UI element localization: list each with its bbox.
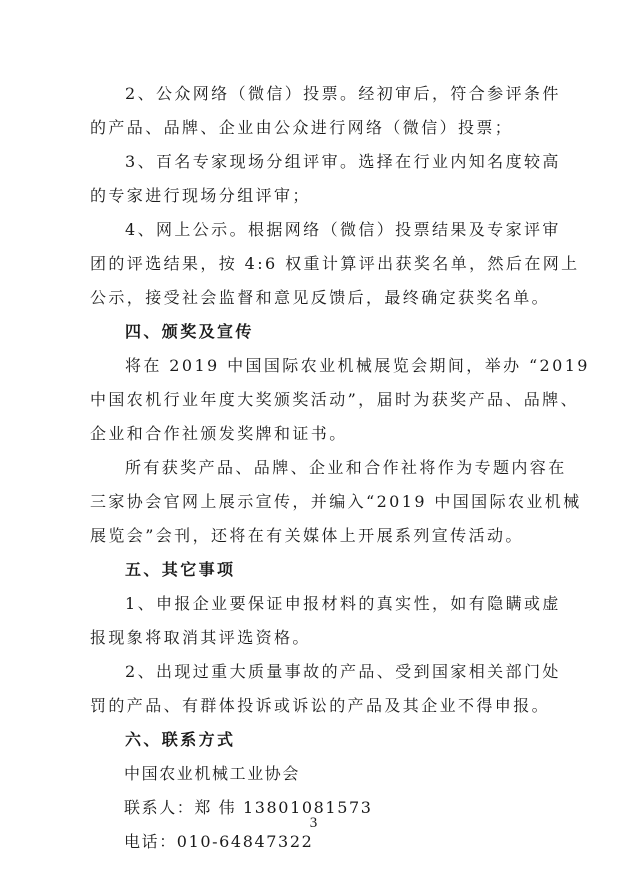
item-2-line-2: 的产品、品牌、企业由公众进行网络（微信）投票； — [90, 118, 514, 137]
item-4-line-3: 公示，接受社会监督和意见反馈后，最终确定获奖名单。 — [90, 288, 551, 307]
contact-organization: 中国农业机械工业协会 — [124, 764, 301, 783]
section-5-item-1-line-1: 1、申报企业要保证申报材料的真实性，如有隐瞒或虚 — [125, 594, 561, 613]
section-5-heading: 五、其它事项 — [125, 560, 236, 579]
item-3-line-1: 3、百名专家现场分组评审。选择在行业内知名度较高 — [125, 152, 561, 171]
section-6-heading: 六、联系方式 — [125, 730, 236, 749]
item-4-line-2: 团的评选结果，按 4:6 权重计算评出获奖名单，然后在网上 — [90, 254, 580, 273]
contact-person: 联系人：郑 伟 13801081573 — [124, 798, 373, 817]
section-4-para-1-line-1: 将在 2019 中国国际农业机械展览会期间，举办 “2019 — [125, 356, 590, 375]
section-5-item-1-line-2: 报现象将取消其评选资格。 — [90, 628, 311, 647]
section-4-para-1-line-2: 中国农机行业年度大奖颁奖活动”，届时为获奖产品、品牌、 — [90, 390, 579, 409]
section-5-item-2-line-1: 2、出现过重大质量事故的产品、受到国家相关部门处 — [125, 662, 561, 681]
item-3-line-2: 的专家进行现场分组评审； — [90, 186, 311, 205]
section-4-heading: 四、颁奖及宣传 — [125, 322, 254, 341]
item-2-line-1: 2、公众网络（微信）投票。经初审后，符合参评条件 — [125, 84, 561, 103]
section-4-para-1-line-3: 企业和合作社颁发奖牌和证书。 — [90, 424, 348, 443]
section-4-para-2-line-1: 所有获奖产品、品牌、企业和合作社将作为专题内容在 — [125, 458, 567, 477]
contact-phone: 电话：010-64847322 — [124, 832, 314, 851]
section-5-item-2-line-2: 罚的产品、有群体投诉或诉讼的产品及其企业不得申报。 — [90, 696, 551, 715]
item-4-line-1: 4、网上公示。根据网络（微信）投票结果及专家评审 — [125, 220, 561, 239]
section-4-para-2-line-3: 展览会”会刊，还将在有关媒体上开展系列宣传活动。 — [90, 526, 524, 545]
page-number: 3 — [309, 815, 318, 831]
section-4-para-2-line-2: 三家协会官网上展示宣传，并编入“2019 中国国际农业机械 — [90, 492, 582, 511]
